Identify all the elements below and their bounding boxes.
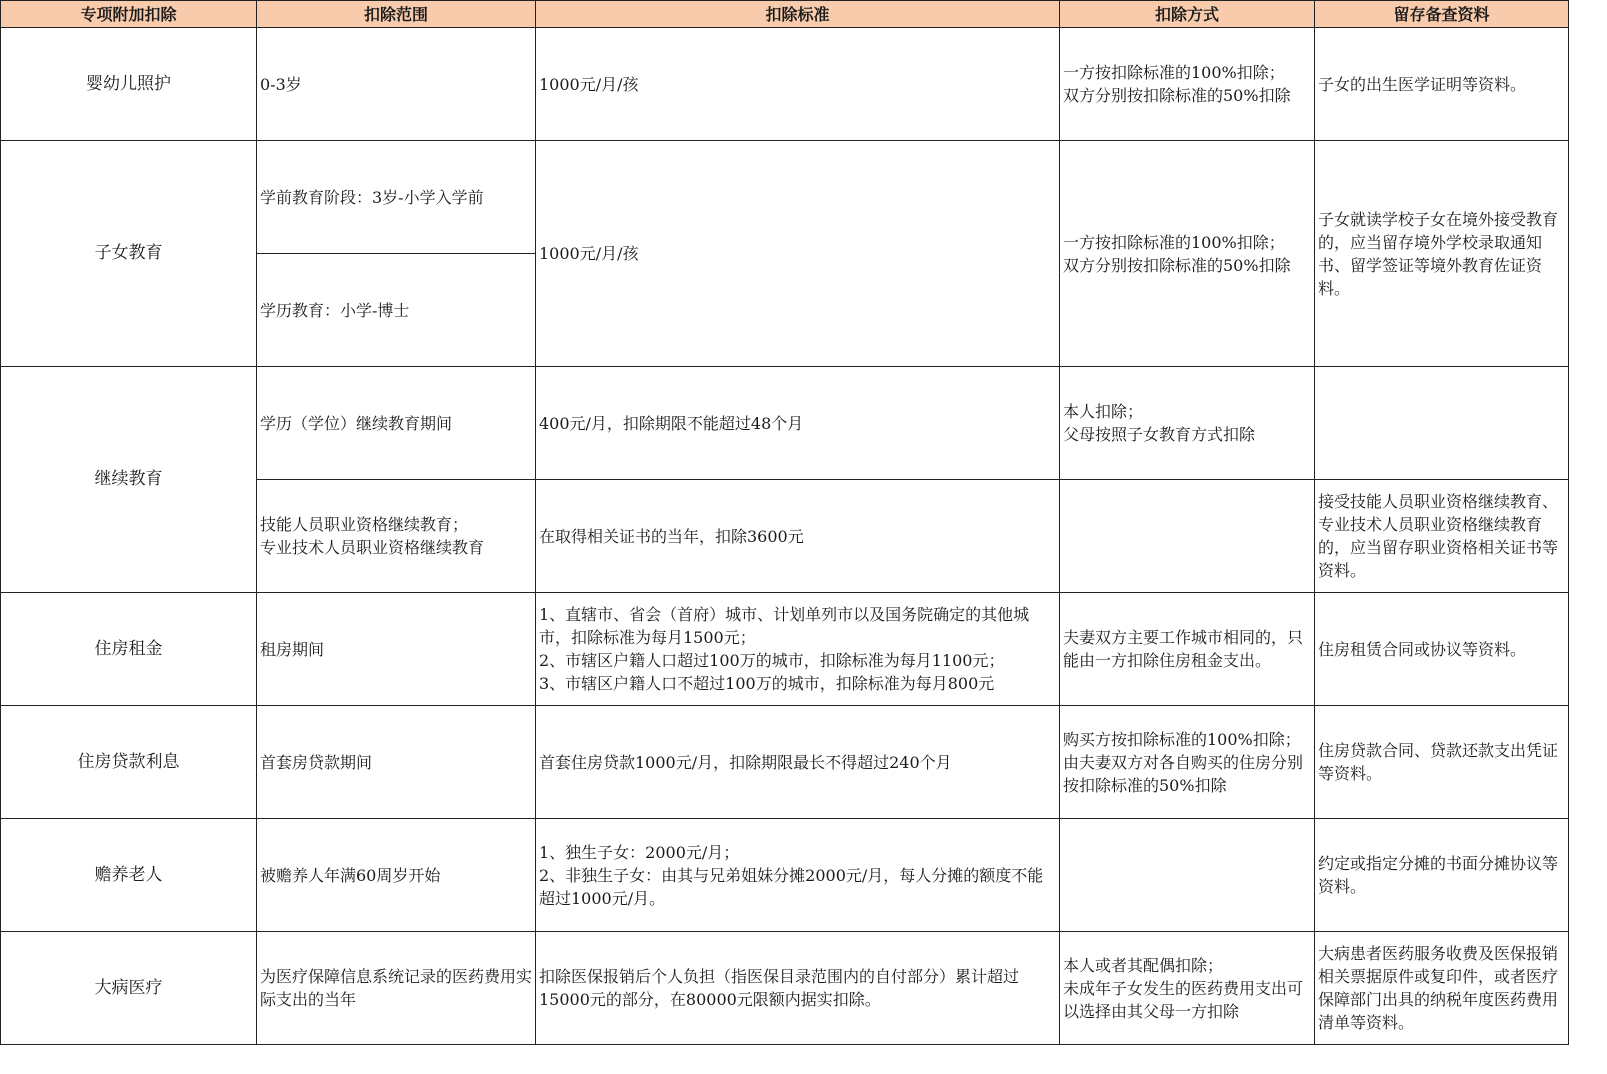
standard-cell: 首套住房贷款1000元/月，扣除期限最长不得超过240个月 bbox=[536, 706, 1060, 819]
standard-cell: 400元/月，扣除期限不能超过48个月 bbox=[536, 367, 1060, 480]
scope-cell: 被赡养人年满60周岁开始 bbox=[257, 819, 536, 932]
standard-cell: 1、独生子女：2000元/月； 2、非独生子女：由其与兄弟姐妹分摊2000元/月，每人分摊的额度不能超过1000元/月。 bbox=[536, 819, 1060, 932]
header-docs: 留存备查资料 bbox=[1315, 1, 1569, 28]
docs-cell: 大病患者医药服务收费及医保报销相关票据原件或复印件，或者医疗保障部门出具的纳税年度医药费用清单等资料。 bbox=[1315, 932, 1569, 1045]
scope-cell: 学历教育：小学-博士 bbox=[257, 254, 536, 367]
category-cell: 子女教育 bbox=[1, 141, 257, 367]
docs-cell: 子女就读学校子女在境外接受教育的，应当留存境外学校录取通知书、留学签证等境外教育佐证资料。 bbox=[1315, 141, 1569, 367]
docs-cell: 住房租赁合同或协议等资料。 bbox=[1315, 593, 1569, 706]
table-row bbox=[1, 706, 1569, 819]
method-cell: 购买方按扣除标准的100%扣除； 由夫妻双方对各自购买的住房分别按扣除标准的50%扣除 bbox=[1060, 706, 1315, 819]
scope-cell: 为医疗保障信息系统记录的医药费用实际支出的当年 bbox=[257, 932, 536, 1045]
method-cell: 一方按扣除标准的100%扣除； 双方分别按扣除标准的50%扣除 bbox=[1060, 141, 1315, 367]
table-row bbox=[1, 141, 1569, 254]
method-cell bbox=[1060, 819, 1315, 932]
method-cell: 夫妻双方主要工作城市相同的，只能由一方扣除住房租金支出。 bbox=[1060, 593, 1315, 706]
category-cell: 大病医疗 bbox=[1, 932, 257, 1045]
header-standard: 扣除标准 bbox=[536, 1, 1060, 28]
scope-cell: 租房期间 bbox=[257, 593, 536, 706]
method-cell bbox=[1060, 480, 1315, 593]
table-row bbox=[1, 367, 1569, 480]
scope-cell: 0-3岁 bbox=[257, 28, 536, 141]
table-row bbox=[1, 593, 1569, 706]
docs-cell: 接受技能人员职业资格继续教育、专业技术人员职业资格继续教育的，应当留存职业资格相关证书等资料。 bbox=[1315, 480, 1569, 593]
category-cell: 婴幼儿照护 bbox=[1, 28, 257, 141]
standard-cell: 在取得相关证书的当年，扣除3600元 bbox=[536, 480, 1060, 593]
standard-cell: 1000元/月/孩 bbox=[536, 141, 1060, 367]
category-cell: 继续教育 bbox=[1, 367, 257, 593]
scope-cell: 首套房贷款期间 bbox=[257, 706, 536, 819]
header-row bbox=[1, 1, 1569, 28]
header-category: 专项附加扣除 bbox=[1, 1, 257, 28]
method-cell: 一方按扣除标准的100%扣除； 双方分别按扣除标准的50%扣除 bbox=[1060, 28, 1315, 141]
table-row bbox=[1, 28, 1569, 141]
docs-cell: 约定或指定分摊的书面分摊协议等资料。 bbox=[1315, 819, 1569, 932]
method-cell: 本人扣除； 父母按照子女教育方式扣除 bbox=[1060, 367, 1315, 480]
category-cell: 住房贷款利息 bbox=[1, 706, 257, 819]
table-row bbox=[1, 932, 1569, 1045]
scope-cell: 学历（学位）继续教育期间 bbox=[257, 367, 536, 480]
category-cell: 赡养老人 bbox=[1, 819, 257, 932]
table-row bbox=[1, 819, 1569, 932]
header-method: 扣除方式 bbox=[1060, 1, 1315, 28]
docs-cell bbox=[1315, 367, 1569, 480]
category-cell: 住房租金 bbox=[1, 593, 257, 706]
standard-cell: 扣除医保报销后个人负担（指医保目录范围内的自付部分）累计超过15000元的部分，在80000元限额内据实扣除。 bbox=[536, 932, 1060, 1045]
standard-cell: 1、直辖市、省会（首府）城市、计划单列市以及国务院确定的其他城市，扣除标准为每月1500元； 2、市辖区户籍人口超过100万的城市，扣除标准为每月1100元； 3、市辖区户籍人口不超过100万的城市，扣除标准为每月800元 bbox=[536, 593, 1060, 706]
docs-cell: 子女的出生医学证明等资料。 bbox=[1315, 28, 1569, 141]
method-cell: 本人或者其配偶扣除； 未成年子女发生的医药费用支出可以选择由其父母一方扣除 bbox=[1060, 932, 1315, 1045]
docs-cell: 住房贷款合同、贷款还款支出凭证等资料。 bbox=[1315, 706, 1569, 819]
header-scope: 扣除范围 bbox=[257, 1, 536, 28]
standard-cell: 1000元/月/孩 bbox=[536, 28, 1060, 141]
scope-cell: 技能人员职业资格继续教育； 专业技术人员职业资格继续教育 bbox=[257, 480, 536, 593]
scope-cell: 学前教育阶段：3岁-小学入学前 bbox=[257, 141, 536, 254]
